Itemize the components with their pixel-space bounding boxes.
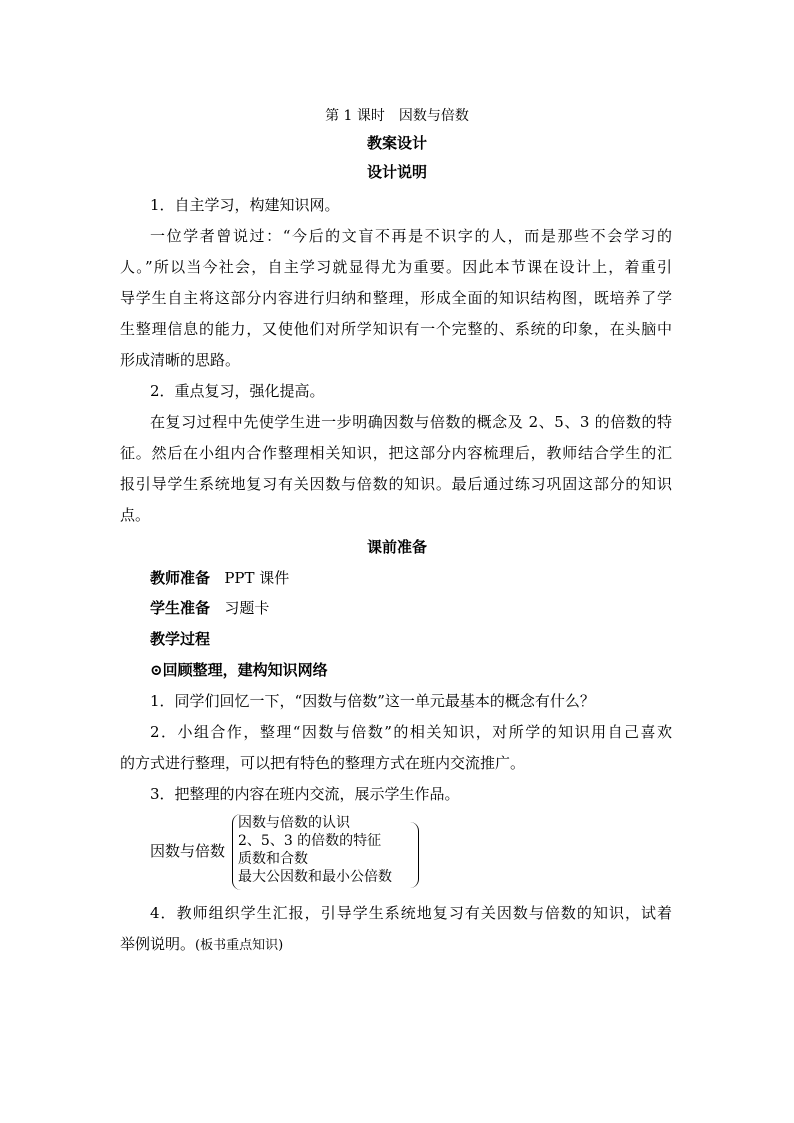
- process-heading: 教学过程: [150, 630, 211, 648]
- para2-line: 报引导学生系统地复习有关因数与倍数的知识。最后通过练习巩固这部分的知识: [120, 475, 672, 493]
- summary-item: 质数和合数: [238, 851, 308, 867]
- process-item-4-line-2: [120, 934, 283, 956]
- teacher-prep-value: PPT 课件: [224, 569, 290, 587]
- summary-item: 2、5、3 的倍数的特征: [238, 833, 382, 849]
- teacher-prep: [150, 568, 289, 588]
- student-prep-label: 学生准备: [150, 599, 211, 617]
- summary-label: 因数与倍数: [150, 842, 226, 860]
- process-item-4-note: (板书重点知识): [195, 938, 284, 953]
- process-item-1: 1．同学们回忆一下，“因数与倍数”这一单元最基本的概念有什么？: [150, 692, 595, 710]
- para1-line: 人。”所以当今社会，自主学习就显得尤为重要。因此本节课在设计上，着重引: [120, 258, 672, 276]
- process-item-2-line: 2．小组合作，整理“因数与倍数”的相关知识，对所学的知识用自己喜欢: [150, 723, 672, 741]
- point1-title: 1．自主学习，构建知识网。: [150, 196, 340, 214]
- para2-line: 在复习过程中先使学生进一步明确因数与倍数的概念及 2、5、3 的倍数的特: [150, 413, 672, 431]
- para2-line: 点。: [120, 506, 151, 524]
- design-heading: 设计说明: [366, 163, 427, 181]
- teacher-prep-label: 教师准备: [150, 569, 211, 587]
- process-item-2-line: 的方式进行整理，可以把有特色的整理方式在班内交流推广。: [120, 754, 526, 772]
- step-title: ⊙回顾整理，建构知识网络: [150, 661, 328, 679]
- student-prep-value: 习题卡: [224, 599, 270, 617]
- para1-line: 形成清晰的思路。: [120, 351, 241, 369]
- process-item-4-line: 4．教师组织学生汇报，引导学生系统地复习有关因数与倍数的知识，试着: [150, 904, 672, 922]
- para1-line: 导学生自主将这部分内容进行归纳和整理，形成全面的知识结构图，既培养了学: [120, 289, 672, 307]
- summary-item: 最大公因数和最小公倍数: [238, 869, 392, 885]
- process-item-3: 3．把整理的内容在班内交流，展示学生作品。: [150, 785, 460, 803]
- para2-line: 征。然后在小组内合作整理相关知识，把这部分内容梳理后，教师结合学生的汇: [120, 444, 672, 462]
- summary-item: 因数与倍数的认识: [238, 815, 350, 831]
- para1-line: 生整理信息的能力，又使他们对所学知识有一个完整的、系统的印象，在头脑中: [120, 320, 672, 338]
- point2-title: 2．重点复习，强化提高。: [150, 382, 325, 400]
- right-brace: [410, 822, 419, 888]
- prep-heading: 课前准备: [366, 538, 427, 556]
- student-prep: [150, 598, 269, 618]
- lesson-title: 第 1 课时 因数与倍数: [325, 108, 469, 124]
- section-title: 教案设计: [366, 134, 427, 152]
- process-item-4-text: 举例说明。: [120, 935, 196, 953]
- para1-line: 一位学者曾说过：“今后的文盲不再是不识字的人，而是那些不会学习的: [150, 227, 672, 245]
